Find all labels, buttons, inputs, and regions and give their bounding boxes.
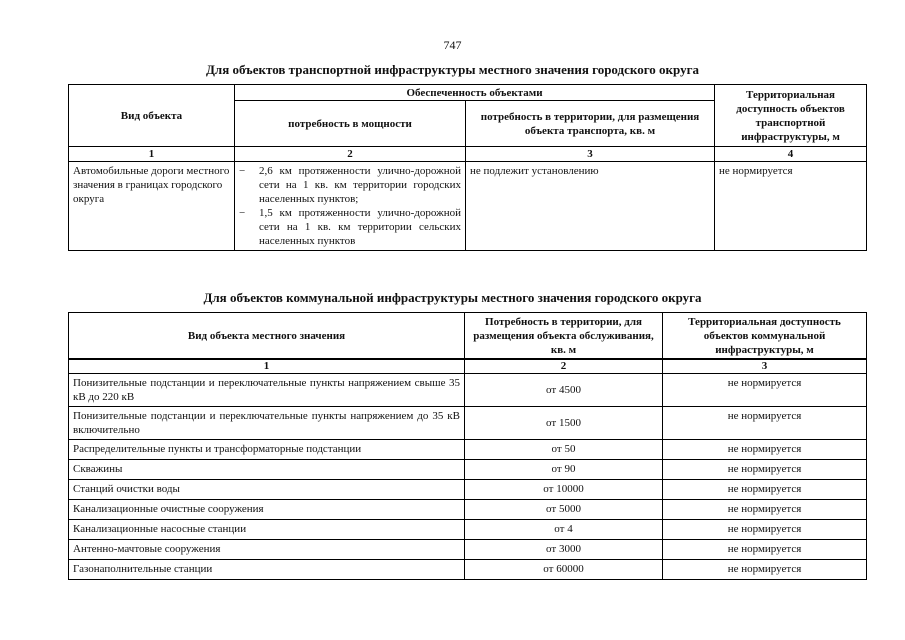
table-row xyxy=(69,460,867,480)
territory-cell: от 1500 xyxy=(465,407,663,440)
object-name-cell: Скважины xyxy=(69,460,465,480)
territory-cell: от 3000 xyxy=(465,540,663,560)
territory-cell: от 4500 xyxy=(465,374,663,407)
territory-cell: от 4 xyxy=(465,520,663,540)
object-name-cell: Автомобильные дороги местного значения в границах городского округа xyxy=(69,162,235,251)
list-item: − 2,6 км протяженности улично-дорожной сети на 1 кв. км территории городских населенных пунктов; xyxy=(239,164,461,206)
territory-cell: от 50 xyxy=(465,440,663,460)
communal-header-table xyxy=(68,312,867,360)
table-row xyxy=(69,560,867,580)
header-accessibility: Территориальная доступность объектов транспортной инфраструктуры, м xyxy=(715,85,867,147)
object-name-cell: Понизительные подстанции и переключательные пункты напряжением свыше 35 кВ до 220 кВ xyxy=(69,374,465,407)
object-name-cell: Газонаполнительные станции xyxy=(69,560,465,580)
object-name-cell: Распределительные пункты и трансформаторные подстанции xyxy=(69,440,465,460)
territory-cell: от 10000 xyxy=(465,480,663,500)
accessibility-cell: не нормируется xyxy=(663,480,867,500)
accessibility-cell: не нормируется xyxy=(663,500,867,520)
accessibility-cell: не нормируется xyxy=(663,440,867,460)
communal-table xyxy=(68,358,867,580)
capacity-list xyxy=(239,164,461,248)
header-object-type: Вид объекта местного значения xyxy=(69,313,465,360)
column-number: 4 xyxy=(715,147,867,162)
column-number: 2 xyxy=(465,359,663,374)
header-capacity: потребность в мощности xyxy=(235,101,466,147)
table-row xyxy=(69,480,867,500)
accessibility-cell: не нормируется xyxy=(663,460,867,480)
column-number: 1 xyxy=(69,359,465,374)
object-name-cell: Антенно-мачтовые сооружения xyxy=(69,540,465,560)
communal-section-title: Для объектов коммунальной инфраструктуры местного значения городского округа xyxy=(203,290,702,305)
table-row xyxy=(69,440,867,460)
header-accessibility: Территориальная доступность объектов коммунальной инфраструктуры, м xyxy=(663,313,867,360)
accessibility-cell: не нормируется xyxy=(663,520,867,540)
territory-cell: от 60000 xyxy=(465,560,663,580)
accessibility-cell: не нормируется xyxy=(663,407,867,440)
object-name-cell: Станций очистки воды xyxy=(69,480,465,500)
accessibility-cell: не нормируется xyxy=(663,560,867,580)
transport-section-title: Для объектов транспортной инфраструктуры местного значения городского округа xyxy=(205,62,699,77)
accessibility-cell: не нормируется xyxy=(663,540,867,560)
table-row xyxy=(69,407,867,440)
table-row xyxy=(69,520,867,540)
table-row xyxy=(69,374,867,407)
table-row xyxy=(69,500,867,520)
territory-cell: не подлежит установлению xyxy=(466,162,715,251)
table-row xyxy=(69,162,867,251)
territory-cell: от 90 xyxy=(465,460,663,480)
accessibility-cell: не нормируется xyxy=(715,162,867,251)
table-row xyxy=(69,540,867,560)
header-object-type: Вид объекта xyxy=(69,85,235,147)
object-name-cell: Канализационные очистные сооружения xyxy=(69,500,465,520)
header-territory: Потребность в территории, для размещения объекта обслуживания, кв. м xyxy=(465,313,663,360)
capacity-cell xyxy=(235,162,466,251)
list-item: − 1,5 км протяженности улично-дорожной сети на 1 кв. км территории сельских населенных пунктов xyxy=(239,206,461,248)
object-name-cell: Понизительные подстанции и переключательные пункты напряжением до 35 кВ включительно xyxy=(69,407,465,440)
accessibility-cell: не нормируется xyxy=(663,374,867,407)
column-number: 2 xyxy=(235,147,466,162)
page-number: 747 xyxy=(443,38,462,52)
header-provision: Обеспеченность объектами xyxy=(235,85,715,101)
column-number: 1 xyxy=(69,147,235,162)
column-number: 3 xyxy=(663,359,867,374)
object-name-cell: Канализационные насосные станции xyxy=(69,520,465,540)
column-number: 3 xyxy=(466,147,715,162)
transport-table xyxy=(68,84,867,251)
territory-cell: от 5000 xyxy=(465,500,663,520)
header-territory: потребность в территории, для размещения объекта транспорта, кв. м xyxy=(466,101,715,147)
